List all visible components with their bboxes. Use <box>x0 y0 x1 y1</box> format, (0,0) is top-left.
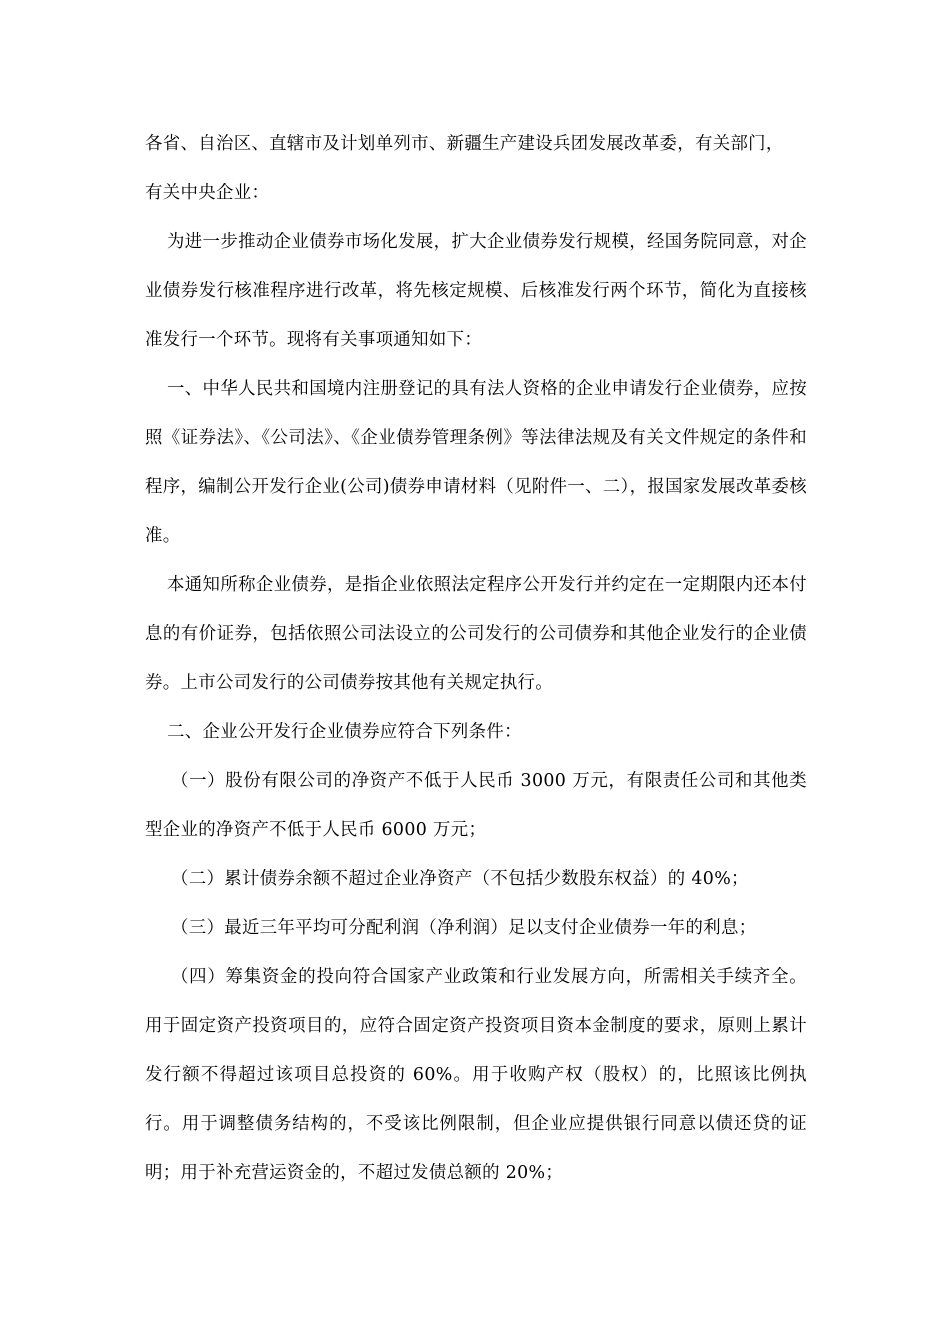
condition-1-paragraph: （一）股份有限公司的净资产不低于人民币 3000 万元，有限责任公司和其他类型企业的净资产不低于人民币 6000 万元； <box>145 771 807 840</box>
section-one-paragraph: 一、中华人民共和国境内注册登记的具有法人资格的企业申请发行企业债券，应按照《证券法》、《公司法》、《企业债券管理条例》等法律法规及有关文件规定的条件和程序，编制公开发行企业(公司)债券申请材料（见附件一、二），报国家发展改革委核准。 <box>145 379 807 546</box>
condition-4-paragraph: （四）筹集资金的投向符合国家产业政策和行业发展方向，所需相关手续齐全。用于固定资产投资项目的，应符合固定资产投资项目资本金制度的要求，原则上累计发行额不得超过该项目总投资的 60%。用于收购产权（股权）的，比照该比例执行。用于调整债务结构的，不受该比例限制，但企业应提供银行同意以债还贷的证明；用于补充营运资金的，不超过发债总额的 20%； <box>145 967 807 1183</box>
addressee-line-1: 各省、自治区、直辖市及计划单列市、新疆生产建设兵团发展改革委，有关部门， <box>145 134 784 154</box>
addressee-line-2: 有关中央企业： <box>145 183 270 203</box>
definition-paragraph: 本通知所称企业债券，是指企业依照法定程序公开发行并约定在一定期限内还本付息的有价证券，包括依照公司法设立的公司发行的公司债券和其他企业发行的企业债券。上市公司发行的公司债券按其他有关规定执行。 <box>145 575 807 693</box>
section-two-heading: 二、企业公开发行企业债券应符合下列条件： <box>167 722 522 742</box>
intro-paragraph: 为进一步推动企业债券市场化发展，扩大企业债券发行规模，经国务院同意，对企业债券发行核准程序进行改革，将先核定规模、后核准发行两个环节，简化为直接核准发行一个环节。现将有关事项通知如下： <box>145 232 807 350</box>
document-body <box>145 120 807 1198</box>
condition-3-paragraph: （三）最近三年平均可分配利润（净利润）足以支付企业债券一年的利息； <box>171 918 757 938</box>
condition-2-paragraph: （二）累计债券余额不超过企业净资产（不包括少数股东权益）的 40%； <box>171 869 749 889</box>
